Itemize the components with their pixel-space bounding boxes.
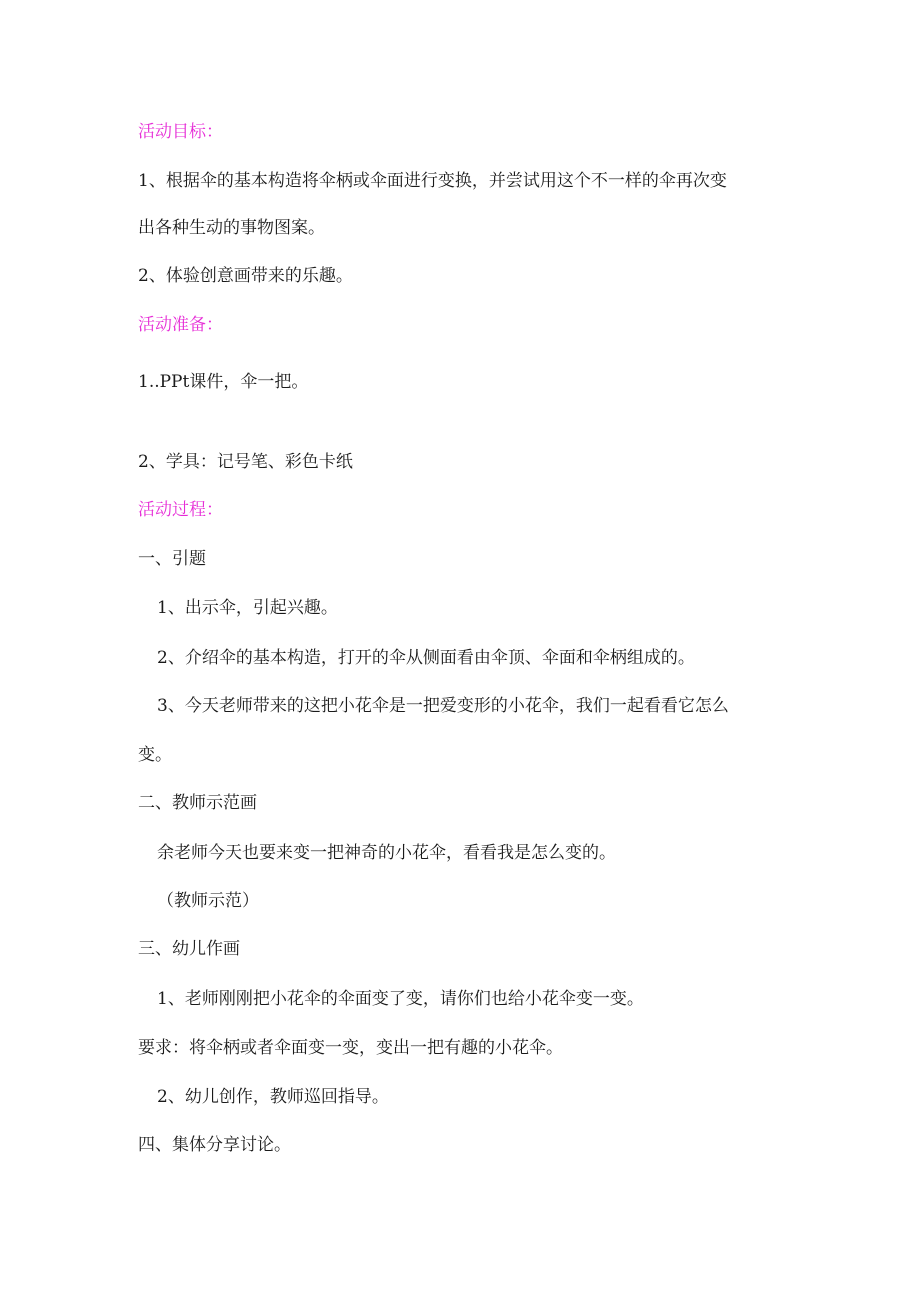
step-4-title: 四、集体分享讨论。 [138,1135,291,1155]
goal-item-2: 2、体验创意画带来的乐趣。 [138,266,353,286]
goal-heading: 活动目标： [138,122,223,142]
step-2-text: 余老师今天也要来变一把神奇的小花伞，看看我是怎么变的。 [157,843,616,863]
step-3-item-1: 1、老师刚刚把小花伞的伞面变了变，请你们也给小花伞变一变。 [157,989,644,1009]
prep-item-2: 2、学具：记号笔、彩色卡纸 [138,452,353,472]
step-2-note: （教师示范） [157,891,259,911]
step-3-title: 三、幼儿作画 [138,939,240,959]
step-3-requirement: 要求：将伞柄或者伞面变一变，变出一把有趣的小花伞。 [138,1038,563,1058]
step-1-title: 一、引题 [138,549,206,569]
step-3-item-2: 2、幼儿创作，教师巡回指导。 [157,1087,389,1107]
goal-item-1-line-1: 1、根据伞的基本构造将伞柄或伞面进行变换，并尝试用这个不一样的伞再次变 [138,171,727,191]
step-1-item-1: 1、出示伞，引起兴趣。 [157,598,338,618]
process-heading: 活动过程： [138,500,223,520]
step-1-item-3-line-2: 变。 [138,745,172,765]
prep-heading: 活动准备： [138,315,223,335]
step-1-item-3-line-1: 3、今天老师带来的这把小花伞是一把爱变形的小花伞，我们一起看看它怎么 [157,696,729,716]
goal-item-1-line-2: 出各种生动的事物图案。 [138,218,325,238]
step-1-item-2: 2、介绍伞的基本构造，打开的伞从侧面看由伞顶、伞面和伞柄组成的。 [157,648,695,668]
step-2-title: 二、教师示范画 [138,793,257,813]
prep-item-1: 1..PPt课件，伞一把。 [138,372,309,392]
